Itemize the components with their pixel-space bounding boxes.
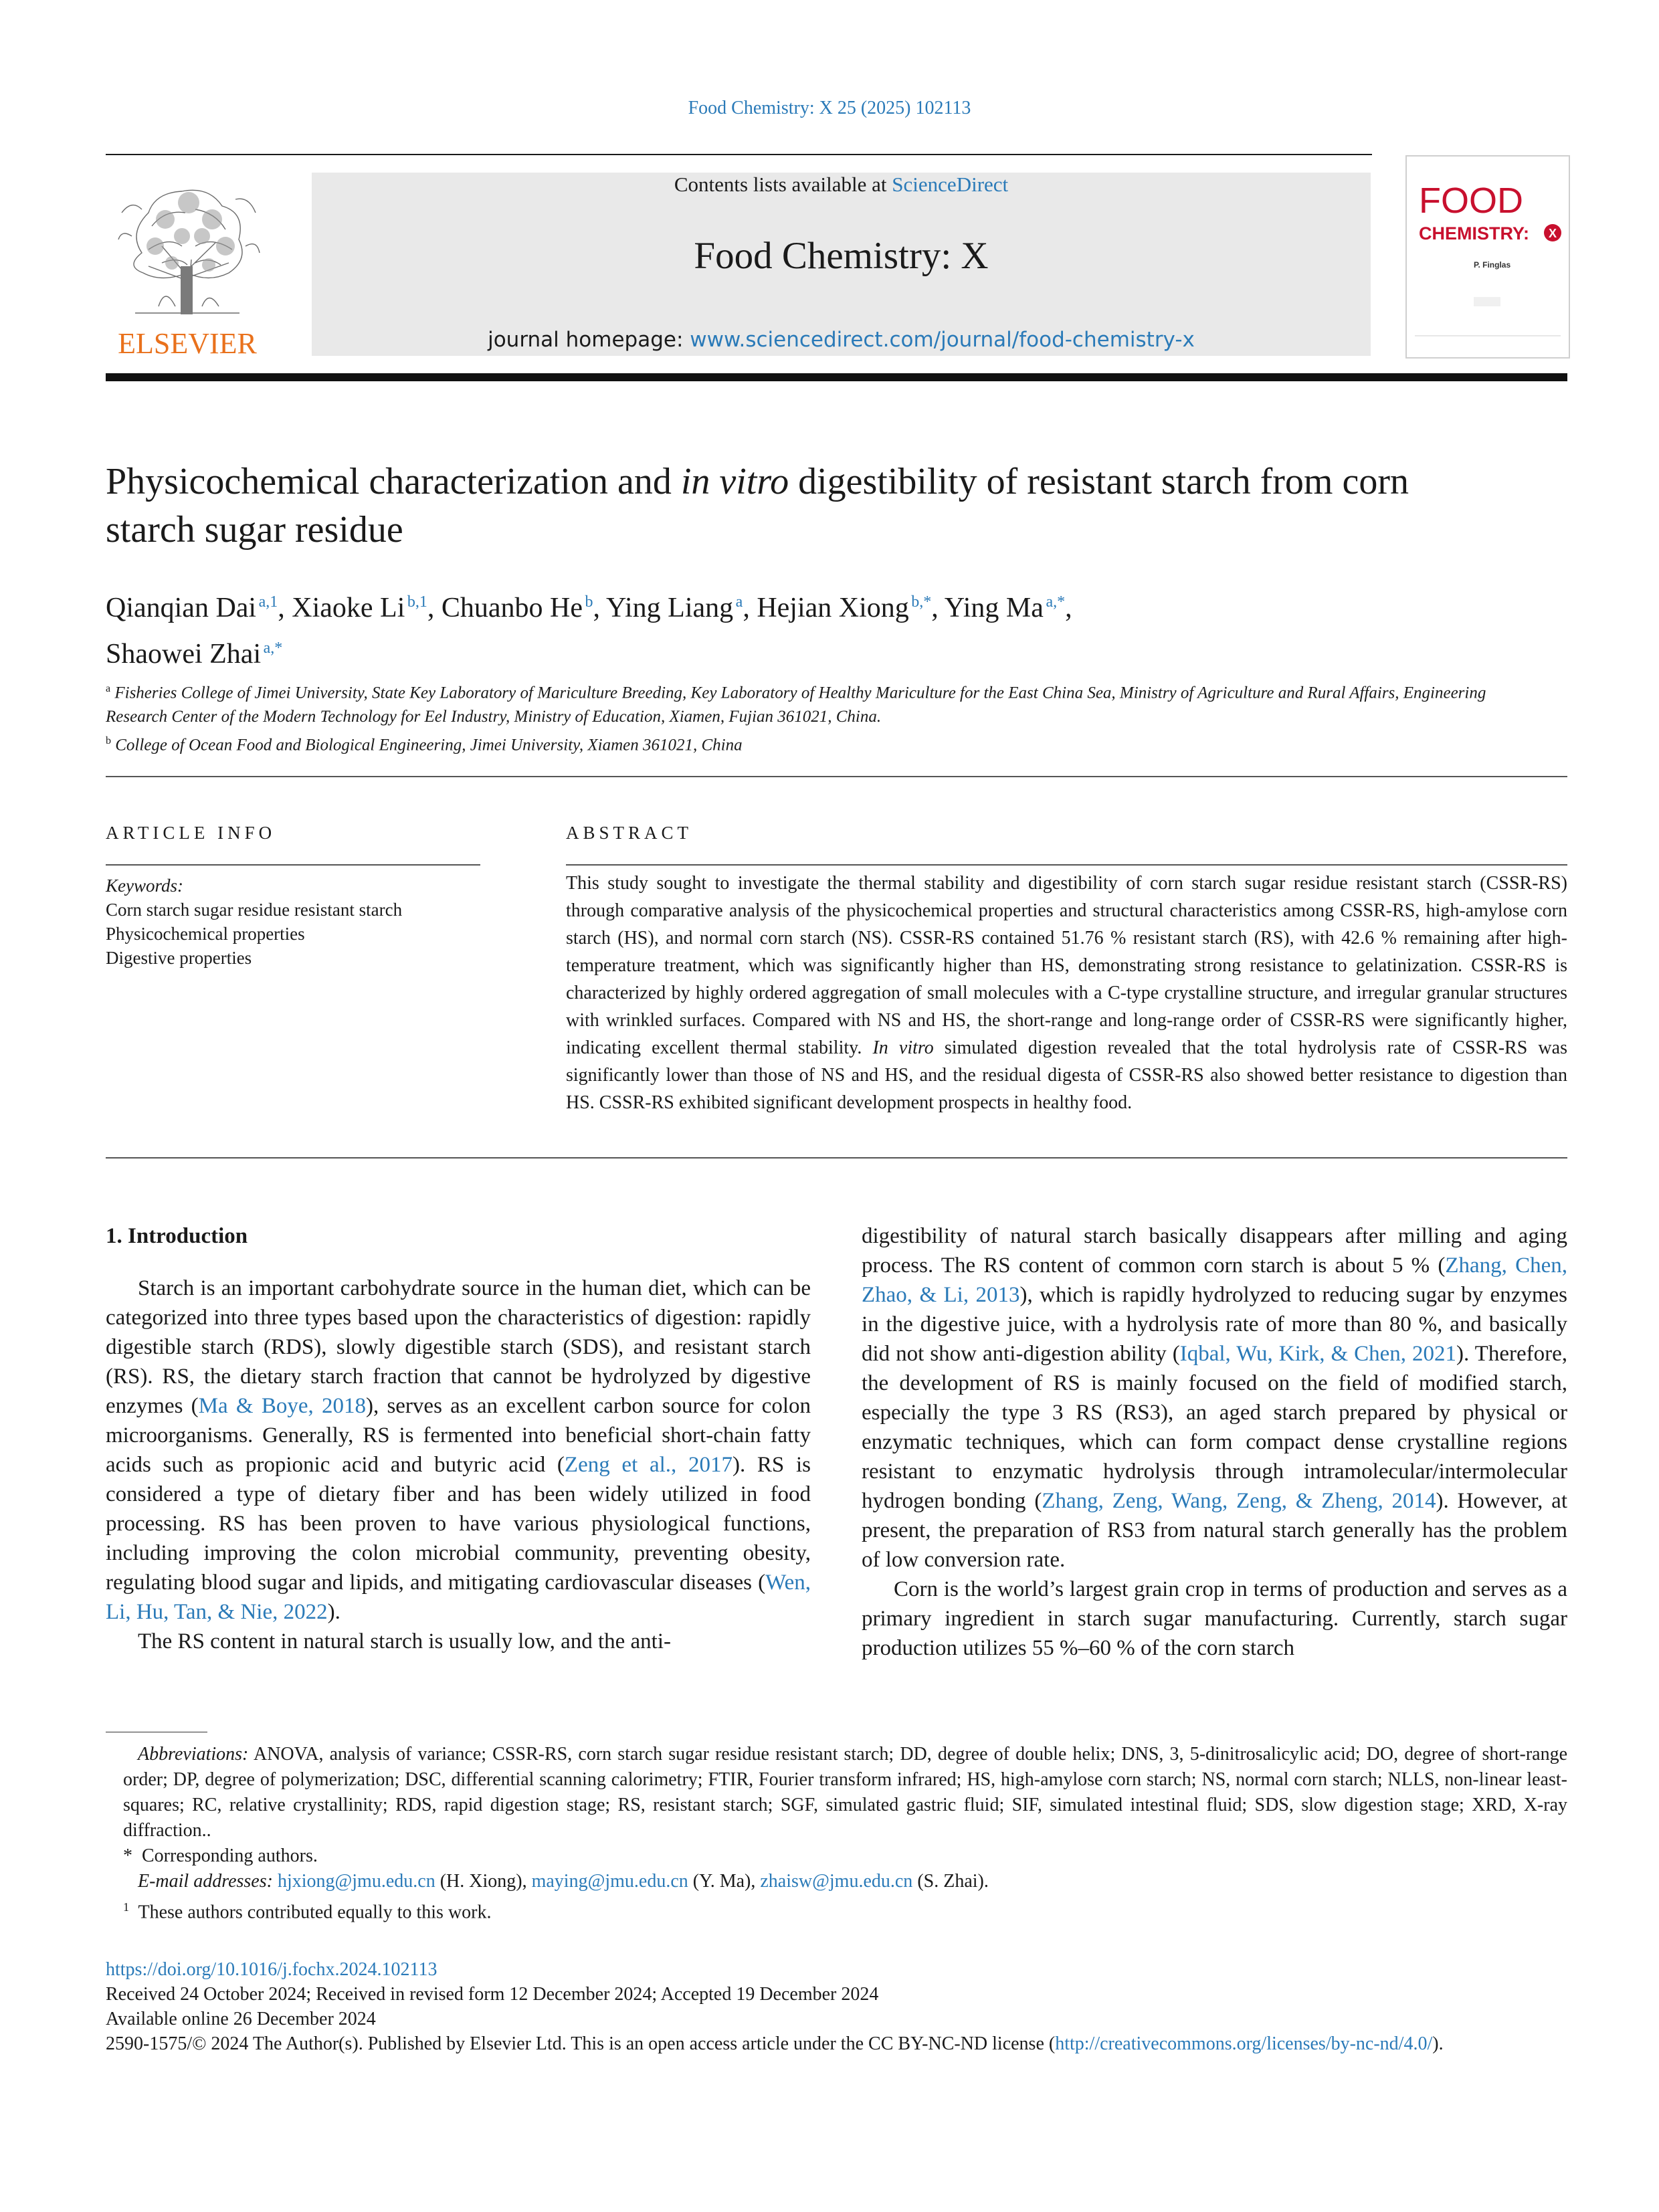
affiliation-b-text: College of Ocean Food and Biological Engineering, Jimei University, Xiamen 361021, China: [115, 736, 743, 755]
article-info-rule: [106, 864, 480, 866]
citation-link[interactable]: Zeng et al., 2017: [564, 1453, 733, 1477]
article-info-heading: ARTICLE INFO: [106, 823, 276, 843]
citation-link[interactable]: Wen, Li, Hu, Tan, & Nie, 2022: [106, 1571, 811, 1624]
email-footnote: [106, 1869, 1567, 1894]
elsevier-wordmark: ELSEVIER: [118, 327, 257, 360]
keyword-item: Physicochemical properties: [106, 924, 305, 944]
intro-text: ).: [327, 1600, 340, 1624]
abstract-part-1: This study sought to investigate the thermal stability and digestibility of corn starch sugar residue resistant starch (CSSR-RS) through comparative analysis of the physicochemical properties and structural characteristics among CSSR-RS, high-amylose corn starch (HS), and normal corn starch (NS). CSSR-RS contained 51.76 % resistant starch (RS), with 42.6 % remaining after high-temperature treatment, which was significantly higher than HS, demonstrating strong resistance to gelatinization. CSSR-RS is characterized by highly ordered aggregation of small molecules with a C-type crystalline structure, and irregular granular structures with wrinkled surfaces. Compared with NS and HS, the short-range and long-range order of CSSR-RS were significantly higher, indicating excellent thermal stability.: [566, 873, 1567, 1058]
author-name[interactable]: Ying Ma: [944, 593, 1044, 623]
abbreviations-footnote: [106, 1742, 1567, 1843]
intro-text: ). RS is considered a type of dietary fiber and has been widely utilized in food processing. RS has been proven to have various physiological functions, including improving the colon microbial community, preventing obesity, regulating blood sugar and lipids, and mitigating cardiovascular diseases (: [106, 1453, 811, 1595]
homepage-prefix: journal homepage:: [488, 328, 690, 352]
affiliations: [106, 677, 1524, 758]
abbreviations-label: Abbreviations:: [138, 1744, 249, 1765]
contents-line: [312, 173, 1371, 197]
equal-contribution-mark: 1: [123, 1900, 129, 1914]
author-affil-marker[interactable]: a,1: [258, 593, 278, 611]
intro-paragraph-1: [106, 1274, 811, 1627]
available-online: Available online 26 December 2024: [106, 2009, 376, 2029]
intro-text: digestibility of natural starch basically disappears after milling and aging process. The RS content of common corn starch is about 5 % (: [862, 1224, 1567, 1278]
body-column-right: [862, 1221, 1567, 1663]
title-part-1: Physicochemical characterization and: [106, 461, 681, 502]
publication-info: [106, 1957, 1567, 2056]
cover-editor: P. Finglas: [1474, 260, 1511, 270]
intro-text: Starch is an important carbohydrate source in the human diet, which can be categorized into three types based upon the characteristics of digestion: rapidly digestible starch (RDS), slowly digestible starch (SDS), and resistant starch (RS). RS, the dietary starch fraction that cannot be hydrolyzed by digestive enzymes (: [106, 1276, 811, 1418]
abstract-italic: In vitro: [872, 1037, 934, 1058]
keywords-block: [106, 874, 507, 970]
citation-link[interactable]: Iqbal, Wu, Kirk, & Chen, 2021: [1179, 1342, 1457, 1366]
affiliation-rule: [106, 776, 1567, 777]
corresponding-footnote: [106, 1843, 1567, 1869]
author-name[interactable]: Xiaoke Li: [292, 593, 405, 623]
license-statement: [106, 2031, 1567, 2056]
abstract-text: [566, 870, 1567, 1116]
author-affil-marker[interactable]: a,*: [1046, 593, 1066, 611]
header-thick-rule: [106, 373, 1567, 381]
homepage-link[interactable]: www.sciencedirect.com/journal/food-chemistry-x: [690, 328, 1195, 352]
author-name[interactable]: Chuanbo He: [441, 593, 583, 623]
title-italic: in vitro: [680, 461, 789, 502]
author-affil-marker[interactable]: b: [585, 593, 593, 611]
intro-paragraph-2-continued: [862, 1221, 1567, 1575]
keyword-item: Corn starch sugar residue resistant starch: [106, 900, 403, 920]
body-column-left: [106, 1221, 811, 1656]
author-affil-marker[interactable]: a,*: [263, 639, 283, 657]
author-list: Qianqian Dai $^{a,1}$, Xiaoke Li $^{b,1}$, Chuanbo He $^b$, Ying Liang $^a$, Hejian Xiong $^{b,*}$, Ying Ma $^{a,*}$, Shaowei Zhai $^{a,*}$: [106, 593, 1072, 670]
affiliation-a-label: a: [106, 683, 111, 694]
email-owner: (H. Xiong),: [435, 1871, 532, 1892]
cover-title-chemistry: CHEMISTRY:: [1419, 223, 1529, 243]
intro-text: ), serves as an excellent carbon source for colon microorganisms. Generally, RS is fermented into beneficial short-chain fatty acids such as propionic acid and butyric acid (: [106, 1394, 811, 1477]
equal-contribution-footnote: [106, 1894, 1567, 1925]
article-title: [106, 458, 1444, 554]
author-name[interactable]: Ying Liang: [606, 593, 734, 623]
abstract-end-rule: [106, 1157, 1567, 1159]
license-text: 2590-1575/© 2024 The Author(s). Published by Elsevier Ltd. This is an open access article under the CC BY-NC-ND license (: [106, 2033, 1056, 2054]
affiliation-b: [106, 729, 1524, 757]
author-affil-marker[interactable]: b,1: [407, 593, 427, 611]
sciencedirect-link[interactable]: ScienceDirect: [892, 173, 1009, 196]
header-rule: [106, 154, 1372, 155]
affiliation-a-text: Fisheries College of Jimei University, State Key Laboratory of Mariculture Breeding, Key Laboratory of Healthy Mariculture for the East China Sea, Ministry of Agriculture and Rural Affairs, Engineering Research Center of the Modern Technology for Eel Industry, Ministry of Education, Xiamen, Fujian 361021, China.: [106, 684, 1486, 726]
section-heading-introduction: 1. Introduction: [106, 1224, 248, 1248]
corresponding-mark: *: [123, 1845, 132, 1866]
intro-text: ). Therefore, the development of RS is mainly focused on the field of modified starch, especially the type 3 RS (RS3), an aged starch prepared by physical or enzymatic techniques, which can form compact dense crystalline regions resistant to enzymatic hydrolysis through intramolecular/intermolecular hydrogen bonding (: [862, 1342, 1567, 1513]
contents-prefix: Contents lists available at: [674, 173, 892, 196]
keyword-item: Digestive properties: [106, 948, 252, 968]
author-name[interactable]: Shaowei Zhai: [106, 639, 262, 670]
email-owner: (Y. Ma),: [688, 1871, 761, 1892]
author-affil-marker[interactable]: b,*: [911, 593, 932, 611]
title-part-2: digestibility of resistant starch from corn starch sugar residue: [106, 461, 1409, 550]
homepage-line: [312, 328, 1371, 352]
footnotes: [106, 1742, 1567, 1925]
license-link[interactable]: http://creativecommons.org/licenses/by-nc-nd/4.0/: [1055, 2033, 1433, 2054]
intro-text: The RS content in natural starch is usually low, and the anti-: [138, 1629, 672, 1653]
intro-paragraph-2: [106, 1627, 811, 1656]
email-owner: (S. Zhai).: [912, 1871, 989, 1892]
corresponding-text: Corresponding authors.: [142, 1845, 318, 1866]
intro-paragraph-3: Corn is the world’s largest grain crop in terms of production and serves as a primary ingredient in starch sugar manufacturing. Currently, starch sugar production utilizes 55 %–60 % of the corn starch: [862, 1577, 1567, 1660]
citation-link[interactable]: Zhang, Zeng, Wang, Zeng, & Zheng, 2014: [1042, 1489, 1436, 1513]
doi-link[interactable]: https://doi.org/10.1016/j.fochx.2024.102113: [106, 1959, 437, 1980]
cover-title-food: FOOD: [1419, 181, 1523, 221]
intro-text: ). However, at present, the preparation of RS3 from natural starch generally has the problem of low conversion rate.: [862, 1489, 1567, 1572]
cover-graphic: [1407, 157, 1569, 357]
elsevier-logo[interactable]: [102, 173, 273, 361]
citation-link[interactable]: Ma & Boye, 2018: [198, 1394, 366, 1418]
cover-x-badge-label: X: [1548, 227, 1557, 240]
abstract-rule: [566, 864, 1567, 866]
abbreviations-text: ANOVA, analysis of variance; CSSR-RS, corn starch sugar residue resistant starch; DD, degree of double helix; DNS, 3, 5-dinitrosalicylic acid; DO, degree of short-range order; DP, degree of polymerization; DSC, differential scanning calorimetry; FTIR, Fourier transform infrared; HS, high-amylose corn starch; NS, normal corn starch; NLLS, non-linear least-squares; RC, relative crystallinity; RDS, rapid digestion stage; RS, resistant starch; SGF, simulated gastric fluid; SIF, simulated intestinal fluid; SDS, slow digestion stage; XRD, X-ray diffraction..: [123, 1744, 1567, 1841]
journal-name: Food Chemistry: X: [694, 235, 989, 277]
email-link[interactable]: maying@jmu.edu.cn: [531, 1871, 688, 1892]
keywords-label: Keywords:: [106, 876, 183, 896]
citation-link[interactable]: Zhang, Chen, Zhao, & Li, 2013: [862, 1253, 1567, 1307]
equal-contribution-text: These authors contributed equally to this work.: [138, 1902, 492, 1923]
journal-citation[interactable]: Food Chemistry: X 25 (2025) 102113: [688, 98, 971, 118]
email-link[interactable]: zhaisw@jmu.edu.cn: [760, 1871, 913, 1892]
intro-text: ), which is rapidly hydrolyzed to reducing sugar by enzymes in the digestive juice, with a hydrolysis rate of more than 80 %, and basically did not show anti-digestion ability (: [862, 1283, 1567, 1366]
email-link[interactable]: hjxiong@jmu.edu.cn: [277, 1871, 435, 1892]
affiliation-a: [106, 677, 1524, 729]
elsevier-tree-icon: [102, 173, 273, 361]
email-label: E-mail addresses:: [138, 1871, 273, 1892]
abstract-heading: ABSTRACT: [566, 823, 693, 843]
license-end: ).: [1432, 2033, 1444, 2054]
author-name[interactable]: Hejian Xiong: [757, 593, 909, 623]
author-affil-marker[interactable]: a: [735, 593, 743, 611]
author-name[interactable]: Qianqian Dai: [106, 593, 257, 623]
received-dates: Received 24 October 2024; Received in revised form 12 December 2024; Accepted 19 December 2024: [106, 1984, 879, 2005]
abstract-part-2: simulated digestion revealed that the total hydrolysis rate of CSSR-RS was significantly lower than those of NS and HS, and the residual digesta of CSSR-RS also showed better resistance to digestion than HS. CSSR-RS exhibited significant development prospects in healthy food.: [566, 1037, 1567, 1113]
affiliation-b-label: b: [106, 735, 111, 747]
journal-cover-thumbnail[interactable]: [1405, 155, 1570, 359]
